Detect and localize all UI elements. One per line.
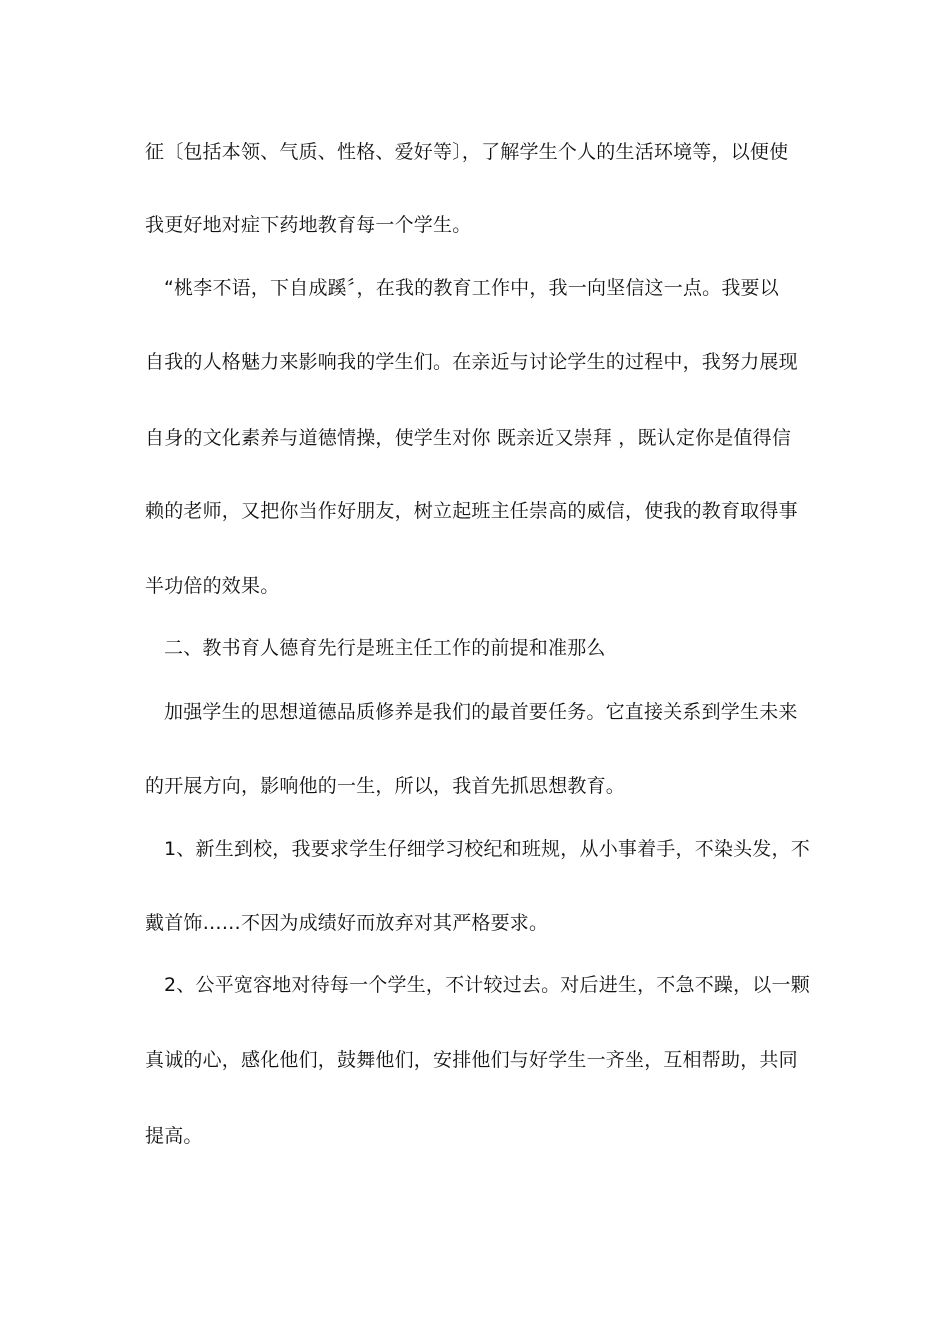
paragraph-line: 赖的老师，又把你当作好朋友，树立起班主任崇高的威信，使我的教育取得事 <box>145 500 798 522</box>
paragraph-line: 自身的文化素养与道德情操，使学生对你 既亲近又崇拜 ，既认定你是值得信 <box>145 427 792 449</box>
paragraph-line: 征〔包括本领、气质、性格、爱好等〕，了解学生个人的生活环境等，以便使 <box>145 141 789 163</box>
paragraph-line: 半功倍的效果。 <box>145 575 280 597</box>
paragraph-line: “桃李不语，下自成蹊〞，在我的教育工作中，我一向坚信这一点。我要以 <box>164 277 779 299</box>
paragraph-line: 自我的人格魅力来影响我的学生们。在亲近与讨论学生的过程中，我努力展现 <box>145 351 798 373</box>
list-item-line: 真诚的心，感化他们，鼓舞他们，安排他们与好学生一齐坐，互相帮助，共同 <box>145 1049 798 1071</box>
section-heading: 二、教书育人德育先行是班主任工作的前提和准那么 <box>164 637 606 659</box>
list-item-line: 提高。 <box>145 1125 203 1147</box>
paragraph-line: 的开展方向，影响他的一生，所以，我首先抓思想教育。 <box>145 775 626 797</box>
paragraph-line: 加强学生的思想道德品质修养是我们的最首要任务。它直接关系到学生未来 <box>164 701 798 723</box>
paragraph-line: 我更好地对症下药地教育每一个学生。 <box>145 214 472 236</box>
list-item-line: 2、公平宽容地对待每一个学生，不计较过去。对后进生，不急不躁，以一颗 <box>164 974 810 996</box>
list-item-line: 戴首饰……不因为成绩好而放弃对其严格要求。 <box>145 912 549 934</box>
list-item-line: 1、新生到校，我要求学生仔细学习校纪和班规，从小事着手，不染头发，不 <box>164 838 810 860</box>
